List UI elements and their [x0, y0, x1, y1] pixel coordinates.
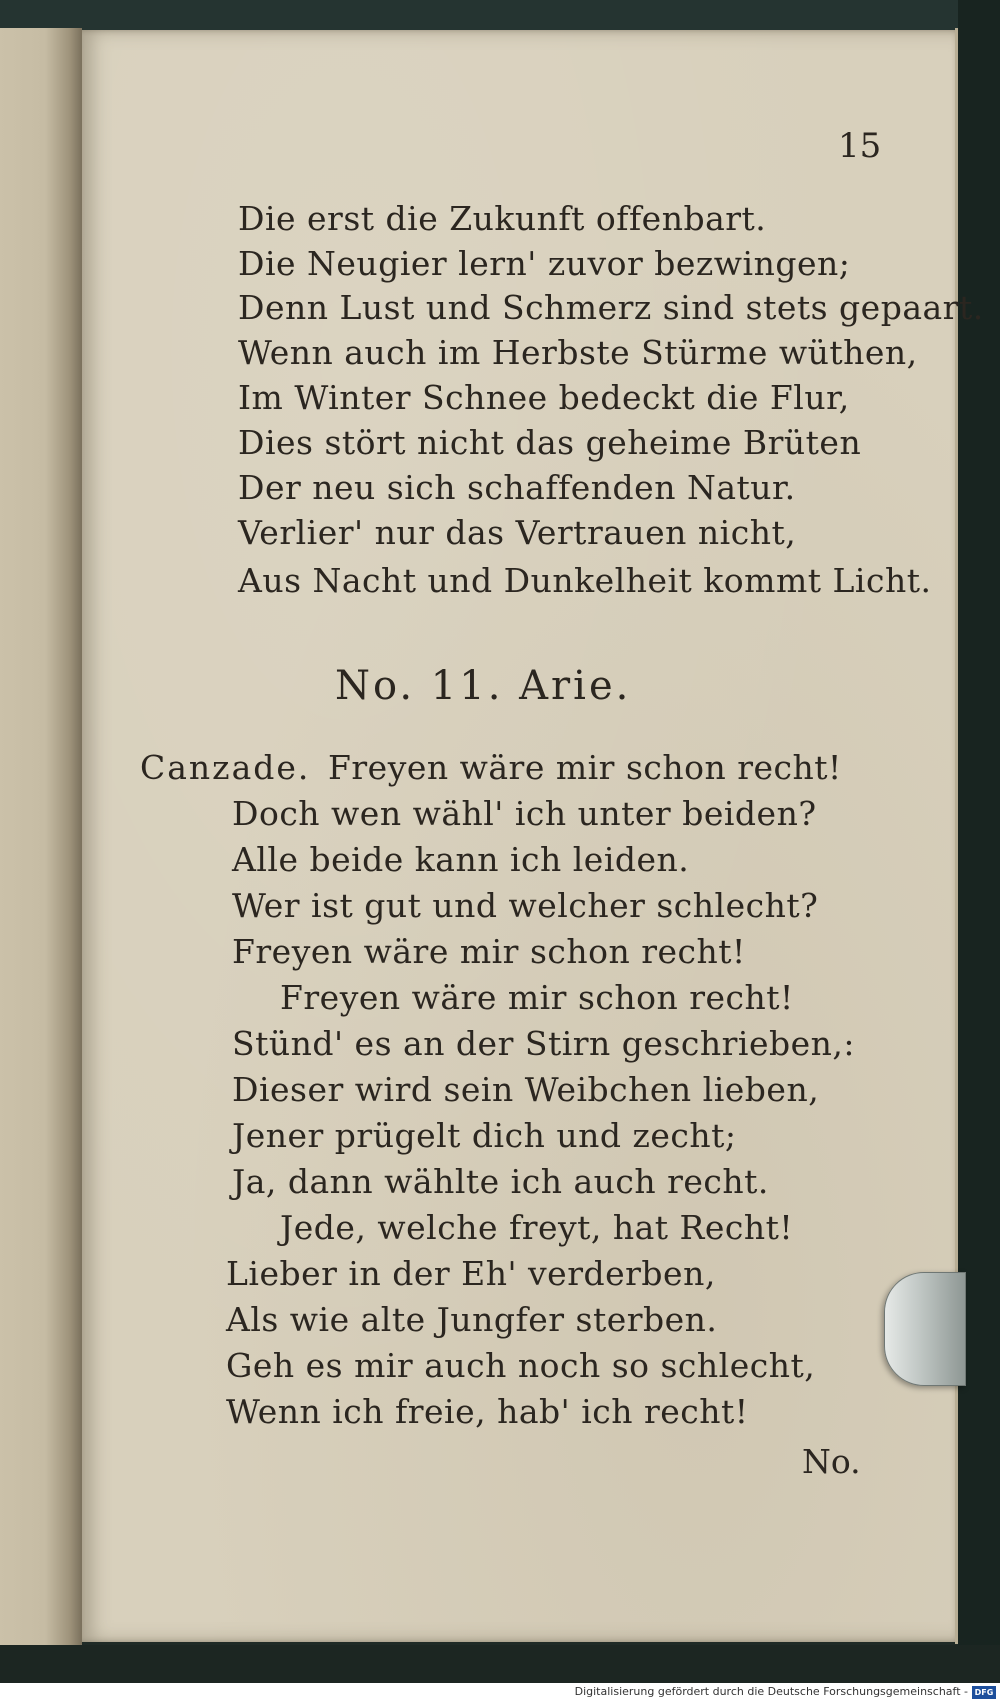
aria-line: Jede, welche freyt, hat Recht! — [280, 1208, 794, 1247]
verse-line: Dies stört nicht das geheime Brüten — [238, 423, 862, 462]
verse-line: Der neu sich schaffenden Natur. — [238, 468, 796, 507]
facing-page-edge — [0, 28, 82, 1653]
aria-line: Wenn ich freie, hab' ich recht! — [226, 1392, 749, 1431]
verse-line: Denn Lust und Schmerz sind stets gepaart. — [238, 288, 984, 327]
footer-credit: Digitalisierung gefördert durch die Deutsche Forschungsgemeinschaft - — [574, 1685, 968, 1698]
aria-line: Dieser wird sein Weibchen lieben, — [232, 1070, 820, 1109]
dfg-logo-icon: DFG — [972, 1686, 996, 1699]
aria-line: Jener prügelt dich und zecht; — [232, 1116, 737, 1155]
aria-line: Lieber in der Eh' verderben, — [226, 1254, 716, 1293]
page-clip — [884, 1272, 966, 1386]
footer-bar — [0, 1683, 1000, 1703]
section-heading: No. 11. Arie. — [335, 663, 632, 709]
verse-line: Verlier' nur das Vertrauen nicht, — [238, 513, 797, 552]
scan-right-border — [958, 0, 1000, 1703]
aria-line: Geh es mir auch noch so schlecht, — [226, 1346, 816, 1385]
verse-line: Aus Nacht und Dunkelheit kommt Licht. — [238, 561, 932, 600]
scan-top-border — [0, 0, 1000, 30]
page-number: 15 — [838, 126, 882, 166]
verse-line: Die Neugier lern' zuvor bezwingen; — [238, 244, 851, 283]
aria-line: Freyen wäre mir schon recht! — [328, 748, 842, 787]
verse-line: Im Winter Schnee bedeckt die Flur, — [238, 378, 850, 417]
verse-line: Die erst die Zukunft offenbart. — [238, 199, 767, 238]
aria-line: Als wie alte Jungfer sterben. — [226, 1300, 718, 1339]
aria-line: Wer ist gut und welcher schlecht? — [232, 886, 819, 925]
aria-line: Ja, dann wählte ich auch recht. — [232, 1162, 769, 1201]
verse-line: Wenn auch im Herbste Stürme wüthen, — [238, 333, 918, 372]
aria-line: Doch wen wähl' ich unter beiden? — [232, 794, 817, 833]
catchword: No. — [802, 1442, 861, 1481]
aria-line: Stünd' es an der Stirn geschrieben,: — [232, 1024, 855, 1063]
aria-line: Freyen wäre mir schon recht! — [232, 932, 746, 971]
aria-line: Freyen wäre mir schon recht! — [280, 978, 794, 1017]
aria-line: Alle beide kann ich leiden. — [232, 840, 690, 879]
scan-bottom-border — [0, 1645, 1000, 1683]
speaker-name: Canzade. — [140, 748, 311, 787]
